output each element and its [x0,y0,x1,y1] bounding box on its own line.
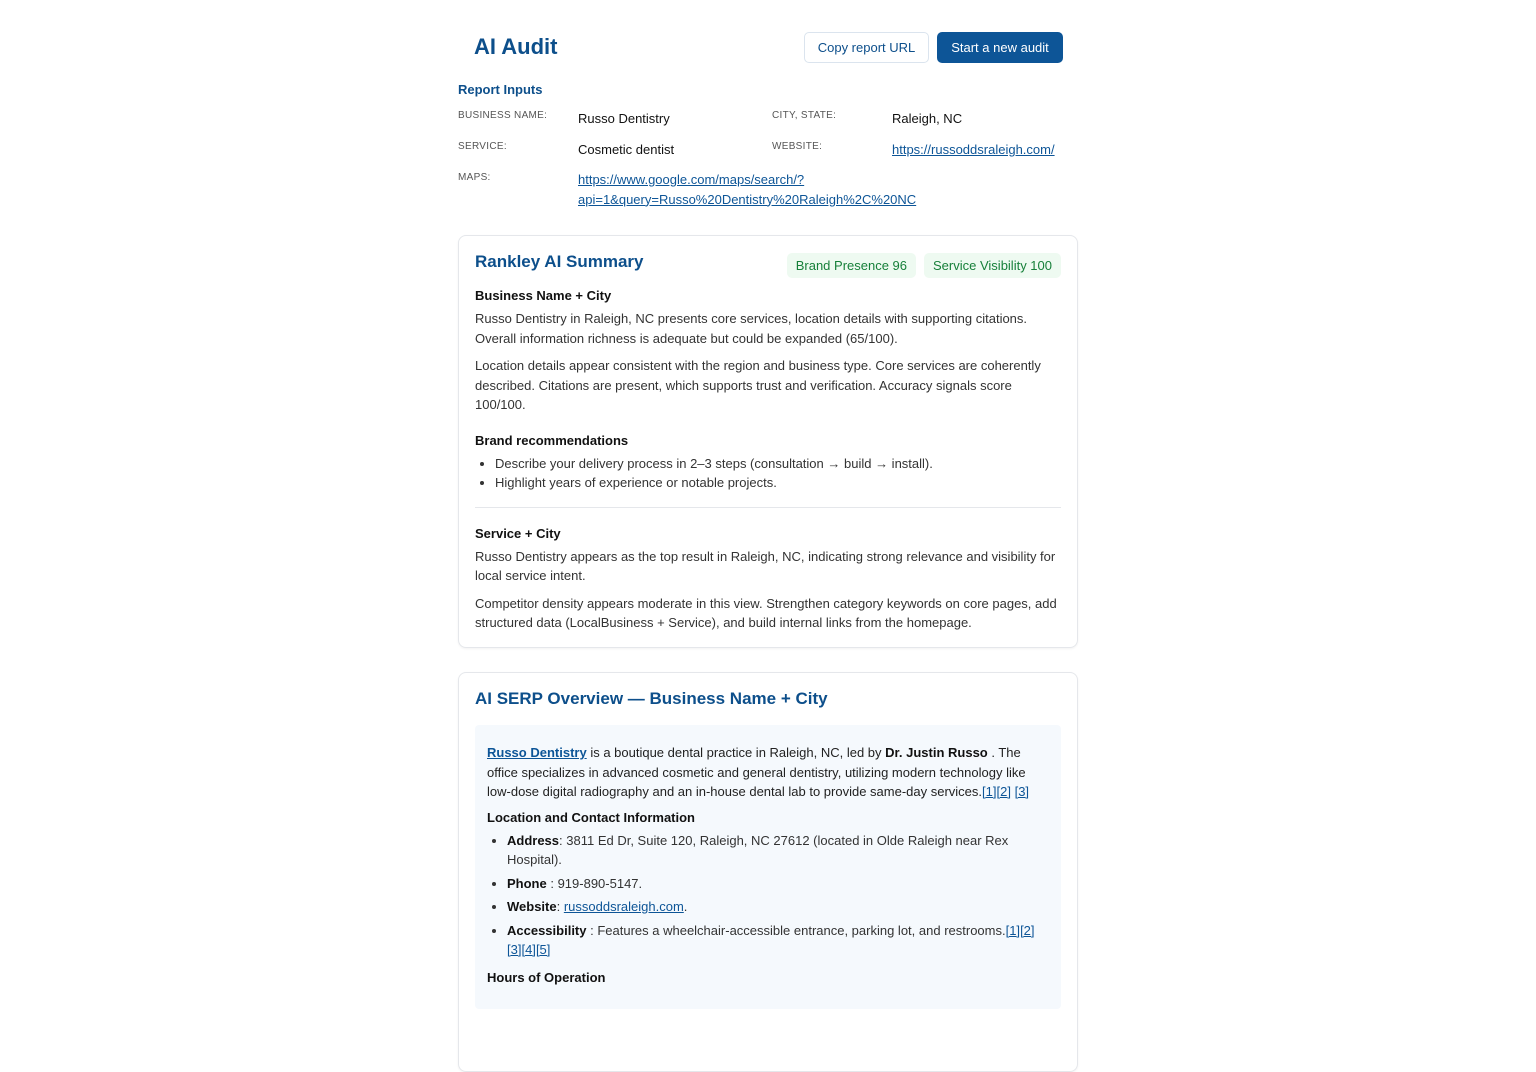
business-link[interactable]: Russo Dentistry [487,745,587,760]
address-item [507,831,1049,870]
service-visibility-badge: Service Visibility 100 [924,253,1061,278]
phone-label: Phone [507,875,547,891]
hours-heading: Hours of Operation [487,969,606,985]
list-item: • Describe your delivery process in 2–3 steps (consultation → build → install). [495,454,1061,474]
service-label: SERVICE: [458,141,507,152]
summary-paragraph: Location details appear consistent with the region and business type. Core services are coherently described. Citations are present, which supports trust and verification. Accuracy signals score 100/100. [475,358,1041,412]
service-city-heading: Service + City [475,525,561,541]
address-value: : 3811 Ed Dr, Suite 120, Raleigh, NC 27612 (located in Olde Raleigh near Rex Hospital). [507,832,1009,867]
business-city-heading: Business Name + City [475,288,612,303]
website-label: WEBSITE: [772,141,823,152]
service-value: Cosmetic dentist [578,142,675,157]
report-page [458,0,1078,985]
punctuation: . [683,899,688,914]
citation-link[interactable]: [2] [996,784,1011,799]
website-link[interactable]: russoddsraleigh.com [563,899,684,914]
maps-link-line2[interactable]: api=1&query=Russo%20Dentistry%20Raleigh%2C%20NC [578,191,917,207]
brand-recommendations-heading: Brand recommendations [475,432,629,448]
report-inputs [458,110,1078,207]
website-label: Website [507,899,557,914]
maps-link-line1[interactable]: https://www.google.com/maps/search/? [578,172,805,187]
report-inputs-heading: Report Inputs [458,82,543,97]
citation-link[interactable]: [2] [1020,922,1035,938]
accessibility-value: : Features a wheelchair-accessible entrance, parking lot, and restrooms. [586,922,1006,938]
serp-intro [487,743,1049,802]
citation-link[interactable]: [1] [1005,922,1021,938]
city-state-value: Raleigh, NC [892,111,963,126]
business-name-value: Russo Dentistry [578,111,670,126]
list-item: • Highlight years of experience or notable projects. [495,473,1061,493]
owner-name: Dr. Justin Russo [885,745,988,760]
contact-list [507,831,1049,960]
separator: : [556,899,564,914]
divider [475,507,1061,508]
page-title: AI Audit [474,34,558,59]
brand-presence-badge: Brand Presence 96 [787,253,916,278]
phone-value: : 919-890-5147. [546,875,643,891]
maps-link[interactable] [578,170,916,209]
summary-title: Rankley AI Summary [475,252,644,271]
accessibility-label: Accessibility [507,922,587,938]
summary-paragraph: Russo Dentistry in Raleigh, NC presents core services, location details with supporting citations. Overall information richness is adequate but could be expanded (65/100). [475,311,1028,346]
serp-content [475,725,1061,1009]
website-item [507,897,1049,917]
copy-report-url-button[interactable]: Copy report URL [804,32,929,63]
phone-item [507,874,1049,894]
serp-overview-card [458,672,1078,1072]
citation-link[interactable]: [3] [507,942,522,957]
accessibility-item [507,921,1049,960]
maps-label: MAPS: [458,172,491,183]
citation-link[interactable]: [3] [1014,784,1030,799]
citation-link[interactable]: [4] [521,942,536,957]
start-new-audit-button[interactable]: Start a new audit [937,32,1063,63]
serp-title: AI SERP Overview — Business Name + City [475,689,828,708]
recommendations-list [495,454,1061,493]
business-name-label: BUSINESS NAME: [458,110,548,121]
summary-paragraph: Russo Dentistry appears as the top result in Raleigh, NC, indicating strong relevance and visibility for local service intent. [475,548,1056,583]
header [458,0,1078,80]
summary-paragraph: Competitor density appears moderate in this view. Strengthen category keywords on core pages, add structured data (LocalBusiness + Service), and build internal links from the homepage. [475,595,1057,630]
city-state-label: CITY, STATE: [772,110,837,121]
website-link[interactable]: https://russoddsraleigh.com/ [892,142,1055,157]
address-label: Address [507,832,560,848]
summary-card [458,235,1078,648]
citation-link[interactable]: [1] [982,784,997,799]
citation-link[interactable]: [5] [535,942,551,957]
location-contact-heading: Location and Contact Information [487,809,695,825]
intro-text: is a boutique dental practice in Raleigh, NC, led by [586,745,886,760]
intro-text: . The office specializes in advanced cosmetic and general dentistry, utilizing modern technology like low-dose digital radiography and an in-house dental lab to provide same-day services. [487,745,1026,799]
